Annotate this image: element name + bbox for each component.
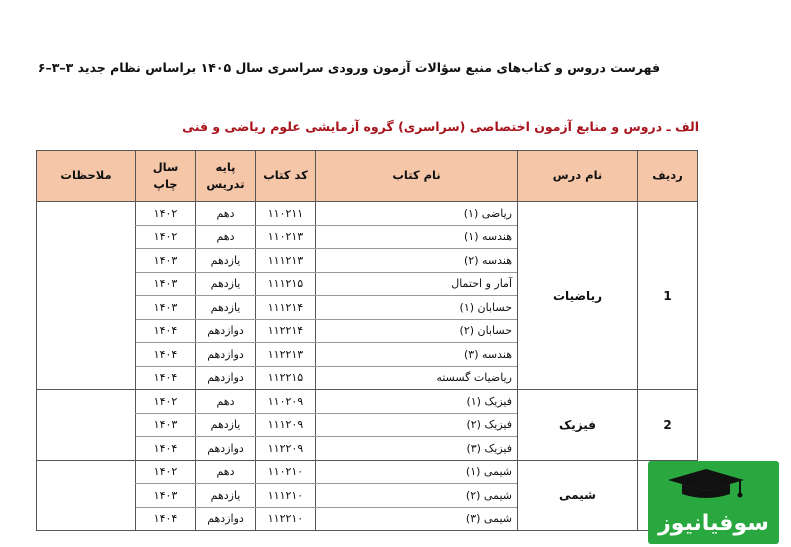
header-row: [37, 151, 698, 202]
teaching-grade: یازدهم: [196, 249, 256, 273]
teaching-grade: دوازدهم: [196, 507, 256, 531]
section-title: الف ـ دروس و منابع آزمون اختصاصی (سراسری) گروه آزمایشی علوم ریاضی و فنی: [182, 119, 699, 134]
book-name: شیمی (۲): [316, 484, 518, 508]
header-grade-line1: پایه: [215, 159, 236, 174]
teaching-grade: دهم: [196, 390, 256, 414]
notes-cell: [37, 390, 136, 461]
print-year: ۱۴۰۴: [136, 366, 196, 390]
header-course: نام درس: [518, 151, 638, 202]
book-name: فیزیک (۱): [316, 390, 518, 414]
watermark-text: سوفیانیوز: [658, 511, 769, 536]
print-year: ۱۴۰۳: [136, 249, 196, 273]
teaching-grade: دوازدهم: [196, 343, 256, 367]
graduation-cap-icon: [648, 461, 779, 501]
header-grade-line2: تدریس: [206, 177, 245, 191]
page-title: فهرست دروس و کتاب‌های منبع سؤالات آزمون ورودی سراسری سال ۱۴۰۵ براساس نظام جدید ۳–۳–۶: [37, 60, 660, 75]
print-year: ۱۴۰۳: [136, 484, 196, 508]
notes-cell: [37, 460, 136, 531]
course-name: ریاضیات: [518, 202, 638, 390]
course-name: شیمی: [518, 460, 638, 531]
book-code: ۱۱۲۲۱۴: [256, 319, 316, 343]
print-year: ۱۴۰۴: [136, 507, 196, 531]
print-year: ۱۴۰۲: [136, 202, 196, 226]
print-year: ۱۴۰۴: [136, 343, 196, 367]
table-row: [37, 460, 698, 484]
header-notes: ملاحظات: [37, 151, 136, 202]
book-code: ۱۱۱۲۰۹: [256, 413, 316, 437]
book-code: ۱۱۲۲۰۹: [256, 437, 316, 461]
header-year-line2: چاپ: [153, 177, 178, 191]
book-name: ریاضیات گسسته: [316, 366, 518, 390]
book-name: شیمی (۳): [316, 507, 518, 531]
teaching-grade: یازدهم: [196, 272, 256, 296]
print-year: ۱۴۰۴: [136, 437, 196, 461]
book-name: ریاضی (۱): [316, 202, 518, 226]
header-row-num: ردیف: [638, 151, 698, 202]
table-row: [37, 390, 698, 414]
book-name: هندسه (۱): [316, 225, 518, 249]
book-name: حسابان (۲): [316, 319, 518, 343]
print-year: ۱۴۰۲: [136, 460, 196, 484]
print-year: ۱۴۰۳: [136, 413, 196, 437]
book-code: ۱۱۱۲۱۳: [256, 249, 316, 273]
teaching-grade: دوازدهم: [196, 437, 256, 461]
teaching-grade: دهم: [196, 460, 256, 484]
book-code: ۱۱۱۲۱۴: [256, 296, 316, 320]
teaching-grade: دهم: [196, 225, 256, 249]
header-grade: [196, 151, 256, 202]
header-year-line1: سال: [152, 159, 179, 174]
teaching-grade: دوازدهم: [196, 366, 256, 390]
book-name: هندسه (۲): [316, 249, 518, 273]
book-code: ۱۱۰۲۱۱: [256, 202, 316, 226]
header-year: [136, 151, 196, 202]
teaching-grade: یازدهم: [196, 296, 256, 320]
book-code: ۱۱۰۲۱۰: [256, 460, 316, 484]
header-book-code: کد کتاب: [256, 151, 316, 202]
teaching-grade: یازدهم: [196, 484, 256, 508]
print-year: ۱۴۰۲: [136, 225, 196, 249]
book-code: ۱۱۲۲۱۵: [256, 366, 316, 390]
table-body: [37, 202, 698, 531]
row-number: 1: [638, 202, 698, 390]
teaching-grade: دهم: [196, 202, 256, 226]
book-code: ۱۱۰۲۰۹: [256, 390, 316, 414]
book-name: فیزیک (۲): [316, 413, 518, 437]
course-name: فیزیک: [518, 390, 638, 461]
book-name: آمار و احتمال: [316, 272, 518, 296]
print-year: ۱۴۰۳: [136, 296, 196, 320]
teaching-grade: دوازدهم: [196, 319, 256, 343]
watermark-logo: [648, 461, 779, 544]
print-year: ۱۴۰۲: [136, 390, 196, 414]
book-code: ۱۱۲۲۱۳: [256, 343, 316, 367]
row-number: 2: [638, 390, 698, 461]
book-code: ۱۱۱۲۱۵: [256, 272, 316, 296]
book-name: هندسه (۳): [316, 343, 518, 367]
book-code: ۱۱۰۲۱۳: [256, 225, 316, 249]
book-name: فیزیک (۳): [316, 437, 518, 461]
book-name: شیمی (۱): [316, 460, 518, 484]
print-year: ۱۴۰۴: [136, 319, 196, 343]
print-year: ۱۴۰۳: [136, 272, 196, 296]
table-row: [37, 202, 698, 226]
books-table: [36, 150, 698, 531]
notes-cell: [37, 202, 136, 390]
book-code: ۱۱۱۲۱۰: [256, 484, 316, 508]
book-name: حسابان (۱): [316, 296, 518, 320]
book-code: ۱۱۲۲۱۰: [256, 507, 316, 531]
teaching-grade: یازدهم: [196, 413, 256, 437]
header-book-name: نام کتاب: [316, 151, 518, 202]
